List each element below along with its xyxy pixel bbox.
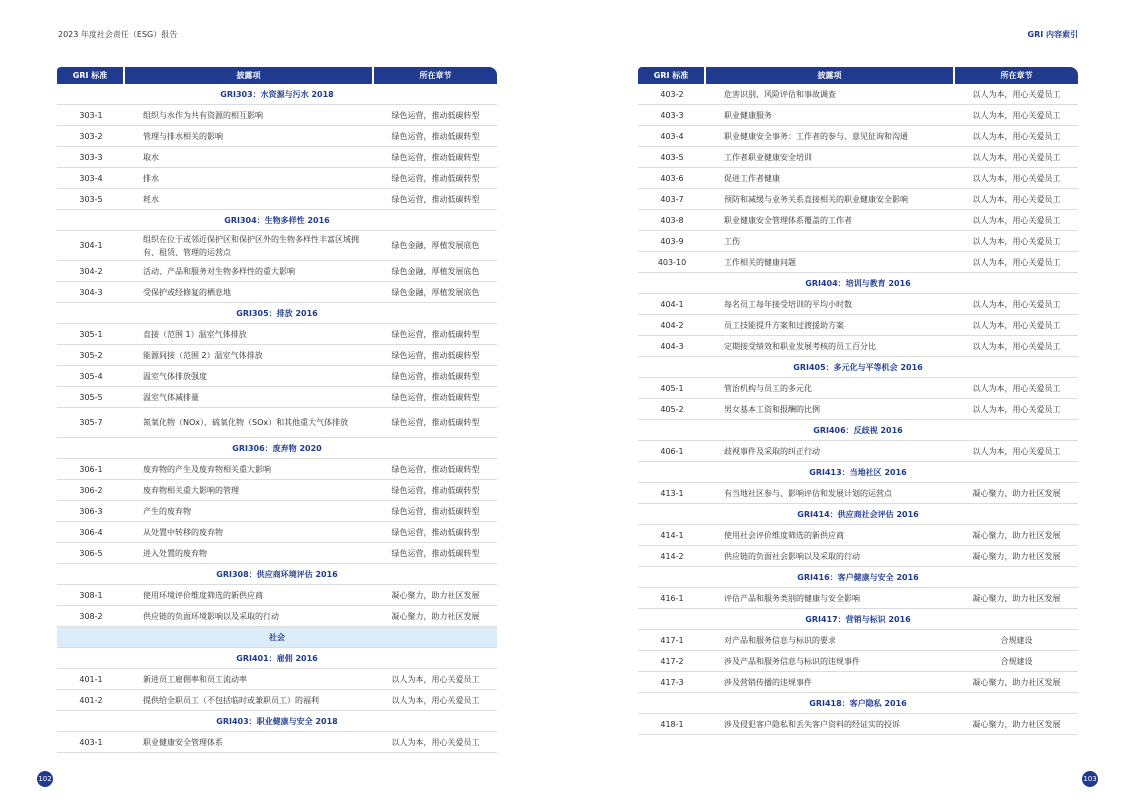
disclosure-description: 使用环境评价维度筛选的新供应商 xyxy=(143,590,263,600)
disclosure-code: 417-3 xyxy=(660,677,684,687)
section-heading: GRI417：营销与标识 2016 xyxy=(638,609,1078,630)
disclosure-code: 405-2 xyxy=(660,404,684,414)
disclosure-description: 新进员工雇佣率和员工流动率 xyxy=(143,674,247,684)
disclosure-description: 组织与水作为共有资源的相互影响 xyxy=(143,110,263,120)
table-row xyxy=(57,732,497,753)
table-row xyxy=(57,543,497,564)
disclosure-description: 废弃物的产生及废弃物相关重大影响 xyxy=(143,464,271,474)
table-row xyxy=(638,84,1078,105)
chapter-reference: 绿色运营，推动低碳转型 xyxy=(391,527,480,537)
table-body xyxy=(638,84,1078,735)
disclosure-description: 供应链的负面社会影响以及采取的行动 xyxy=(724,551,860,561)
disclosure-code: 303-1 xyxy=(79,110,103,120)
chapter-reference: 绿色金融，厚植发展底色 xyxy=(391,241,480,250)
table-row xyxy=(638,672,1078,693)
disclosure-code: 403-10 xyxy=(657,257,687,267)
disclosure-description: 职业健康安全管理体系覆盖的工作者 xyxy=(724,215,852,225)
disclosure-description: 有当地社区参与、影响评估和发展计划的运营点 xyxy=(724,488,892,498)
chapter-reference: 合规建设 xyxy=(1000,635,1033,645)
disclosure-description: 管治机构与员工的多元化 xyxy=(724,383,812,393)
table-row xyxy=(57,324,497,345)
table-row xyxy=(638,546,1078,567)
category-band: 社会 xyxy=(57,627,497,648)
table-row xyxy=(638,210,1078,231)
disclosure-description: 危害识别、风险评估和事故调查 xyxy=(724,89,836,99)
table-row xyxy=(57,282,497,303)
disclosure-description: 排水 xyxy=(143,173,159,183)
table-row xyxy=(57,366,497,387)
disclosure-description: 歧视事件及采取的纠正行动 xyxy=(724,446,820,456)
disclosure-code: 303-2 xyxy=(79,131,103,141)
disclosure-description: 工作者职业健康安全培训 xyxy=(724,152,812,162)
disclosure-description: 评估产品和服务类别的健康与安全影响 xyxy=(724,593,860,603)
disclosure-description: 涉及侵犯客户隐私和丢失客户资料的经证实的投诉 xyxy=(724,719,900,729)
chapter-reference: 以人为本，用心关爱员工 xyxy=(972,194,1061,204)
table-row xyxy=(638,588,1078,609)
disclosure-description: 提供给全职员工（不包括临时或兼职员工）的福利 xyxy=(143,695,319,705)
chapter-reference: 以人为本，用心关爱员工 xyxy=(391,695,480,705)
table-row xyxy=(57,669,497,690)
chapter-reference: 绿色运营，推动低碳转型 xyxy=(391,464,480,474)
table-row xyxy=(57,501,497,522)
chapter-reference: 以人为本，用心关爱员工 xyxy=(972,299,1061,309)
disclosure-code: 403-7 xyxy=(660,194,684,204)
disclosure-description: 职业健康服务 xyxy=(724,110,772,120)
table-row xyxy=(57,522,497,543)
disclosure-code: 403-6 xyxy=(660,173,684,183)
section-heading: GRI404：培训与教育 2016 xyxy=(638,273,1078,294)
disclosure-code: 304-1 xyxy=(79,241,103,250)
disclosure-code: 305-7 xyxy=(79,418,103,427)
table-row xyxy=(638,399,1078,420)
disclosure-description: 促进工作者健康 xyxy=(724,173,780,183)
section-heading: GRI413：当地社区 2016 xyxy=(638,462,1078,483)
chapter-reference: 绿色运营，推动低碳转型 xyxy=(391,350,480,360)
disclosure-description: 每名员工每年接受培训的平均小时数 xyxy=(724,299,852,309)
disclosure-code: 305-4 xyxy=(79,371,103,381)
gri-index-table-right xyxy=(638,67,1078,735)
disclosure-description: 供应链的负面环境影响以及采取的行动 xyxy=(143,611,279,621)
section-heading: GRI304：生物多样性 2016 xyxy=(57,210,497,231)
disclosure-code: 405-1 xyxy=(660,383,684,393)
section-heading: GRI405：多元化与平等机会 2016 xyxy=(638,357,1078,378)
disclosure-code: 303-5 xyxy=(79,194,103,204)
table-row xyxy=(638,315,1078,336)
table-row xyxy=(638,525,1078,546)
table-row xyxy=(638,231,1078,252)
table-row xyxy=(638,714,1078,735)
column-header-disclosure: 披露项 xyxy=(125,67,372,84)
chapter-reference: 以人为本，用心关爱员工 xyxy=(972,341,1061,351)
disclosure-description: 使用社会评价维度筛选的新供应商 xyxy=(724,530,844,540)
chapter-reference: 凝心聚力，助力社区发展 xyxy=(972,551,1061,561)
table-row xyxy=(638,630,1078,651)
disclosure-description: 产生的废弃物 xyxy=(143,506,191,516)
table-row xyxy=(638,168,1078,189)
table-row xyxy=(57,480,497,501)
disclosure-description: 职业健康安全管理体系 xyxy=(143,737,223,747)
chapter-reference: 以人为本，用心关爱员工 xyxy=(391,674,480,684)
section-heading: GRI306：废弃物 2020 xyxy=(57,438,497,459)
disclosure-description: 取水 xyxy=(143,152,159,162)
chapter-reference: 以人为本，用心关爱员工 xyxy=(972,383,1061,393)
table-row xyxy=(57,459,497,480)
disclosure-description: 管理与排水相关的影响 xyxy=(143,131,223,141)
table-row xyxy=(638,483,1078,504)
disclosure-code: 403-8 xyxy=(660,215,684,225)
disclosure-description: 工伤 xyxy=(724,236,740,246)
chapter-reference: 凝心聚力，助力社区发展 xyxy=(972,530,1061,540)
chapter-reference: 以人为本，用心关爱员工 xyxy=(972,236,1061,246)
disclosure-code: 416-1 xyxy=(660,593,684,603)
table-row xyxy=(57,345,497,366)
chapter-reference: 凝心聚力，助力社区发展 xyxy=(391,611,480,621)
section-heading: GRI414：供应商社会评估 2016 xyxy=(638,504,1078,525)
section-heading: GRI418：客户隐私 2016 xyxy=(638,693,1078,714)
disclosure-code: 306-1 xyxy=(79,464,103,474)
chapter-reference: 以人为本，用心关爱员工 xyxy=(972,131,1061,141)
section-heading: GRI406：反歧视 2016 xyxy=(638,420,1078,441)
table-row xyxy=(57,168,497,189)
disclosure-code: 414-2 xyxy=(660,551,684,561)
chapter-reference: 绿色金融，厚植发展底色 xyxy=(391,266,480,276)
chapter-reference: 绿色金融，厚植发展底色 xyxy=(391,287,480,297)
disclosure-description: 涉及产品和服务信息与标识的违规事件 xyxy=(724,656,860,666)
chapter-reference: 以人为本，用心关爱员工 xyxy=(972,110,1061,120)
table-header xyxy=(638,67,1078,84)
chapter-reference: 绿色运营，推动低碳转型 xyxy=(391,329,480,339)
disclosure-description: 能源间接（范围 2）温室气体排放 xyxy=(143,350,263,360)
table-body xyxy=(57,84,497,753)
disclosure-code: 404-2 xyxy=(660,320,684,330)
disclosure-code: 417-1 xyxy=(660,635,684,645)
disclosure-description: 受保护或经修复的栖息地 xyxy=(143,287,231,297)
disclosure-description: 定期接受绩效和职业发展考核的员工百分比 xyxy=(724,341,876,351)
table-row xyxy=(57,147,497,168)
disclosure-description: 员工技能提升方案和过渡援助方案 xyxy=(724,320,844,330)
disclosure-code: 306-4 xyxy=(79,527,103,537)
disclosure-description: 组织在位于或邻近保护区和保护区外的生物多样性丰富区域拥有、租赁、管理的运营点 xyxy=(143,234,359,257)
chapter-reference: 绿色运营，推动低碳转型 xyxy=(391,152,480,162)
gri-index-table-left xyxy=(57,67,497,753)
disclosure-code: 401-1 xyxy=(79,674,103,684)
disclosure-description: 温室气体排放强度 xyxy=(143,371,207,381)
section-heading: GRI416：客户健康与安全 2016 xyxy=(638,567,1078,588)
section-heading: GRI308：供应商环境评估 2016 xyxy=(57,564,497,585)
disclosure-description: 进入处置的废弃物 xyxy=(143,548,207,558)
disclosure-code: 306-3 xyxy=(79,506,103,516)
table-row xyxy=(57,408,497,438)
chapter-reference: 绿色运营，推动低碳转型 xyxy=(391,194,480,204)
table-row xyxy=(57,189,497,210)
disclosure-code: 417-2 xyxy=(660,656,684,666)
chapter-reference: 凝心聚力，助力社区发展 xyxy=(972,488,1061,498)
disclosure-code: 406-1 xyxy=(660,446,684,456)
disclosure-description: 工作相关的健康问题 xyxy=(724,257,796,267)
disclosure-description: 氮氧化物（NOx）、硫氧化物（SOx）和其他重大气体排放 xyxy=(143,418,349,427)
table-row xyxy=(638,651,1078,672)
disclosure-code: 305-5 xyxy=(79,392,103,402)
chapter-reference: 以人为本，用心关爱员工 xyxy=(972,215,1061,225)
section-heading: GRI305：排放 2016 xyxy=(57,303,497,324)
disclosure-description: 直接（范围 1）温室气体排放 xyxy=(143,329,247,339)
chapter-reference: 绿色运营，推动低碳转型 xyxy=(391,371,480,381)
disclosure-description: 温室气体减排量 xyxy=(143,392,199,402)
disclosure-description: 耗水 xyxy=(143,194,159,204)
disclosure-code: 414-1 xyxy=(660,530,684,540)
column-header-standard: GRI 标准 xyxy=(638,67,704,84)
disclosure-code: 403-4 xyxy=(660,131,684,141)
column-header-standard: GRI 标准 xyxy=(57,67,123,84)
column-header-chapter: 所在章节 xyxy=(955,67,1078,84)
chapter-reference: 凝心聚力，助力社区发展 xyxy=(972,593,1061,603)
section-heading: GRI401：雇佣 2016 xyxy=(57,648,497,669)
disclosure-description: 活动、产品和服务对生物多样性的重大影响 xyxy=(143,266,295,276)
table-header xyxy=(57,67,497,84)
disclosure-code: 403-3 xyxy=(660,110,684,120)
disclosure-description: 对产品和服务信息与标识的要求 xyxy=(724,635,836,645)
chapter-reference: 以人为本，用心关爱员工 xyxy=(972,404,1061,414)
disclosure-code: 304-2 xyxy=(79,266,103,276)
table-row xyxy=(638,378,1078,399)
section-heading: GRI403：职业健康与安全 2018 xyxy=(57,711,497,732)
table-row xyxy=(638,441,1078,462)
disclosure-code: 404-1 xyxy=(660,299,684,309)
chapter-reference: 合规建设 xyxy=(1000,656,1033,666)
chapter-reference: 以人为本，用心关爱员工 xyxy=(972,257,1061,267)
section-heading: GRI303：水资源与污水 2018 xyxy=(57,84,497,105)
disclosure-code: 303-4 xyxy=(79,173,103,183)
chapter-reference: 绿色运营，推动低碳转型 xyxy=(391,506,480,516)
disclosure-description: 废弃物相关重大影响的管理 xyxy=(143,485,239,495)
disclosure-code: 403-2 xyxy=(660,89,684,99)
disclosure-code: 304-3 xyxy=(79,287,103,297)
table-row xyxy=(57,105,497,126)
chapter-reference: 以人为本，用心关爱员工 xyxy=(972,173,1061,183)
disclosure-description: 从处置中转移的废弃物 xyxy=(143,527,223,537)
chapter-reference: 以人为本，用心关爱员工 xyxy=(972,152,1061,162)
disclosure-code: 305-2 xyxy=(79,350,103,360)
disclosure-code: 403-9 xyxy=(660,236,684,246)
column-header-disclosure: 披露项 xyxy=(706,67,953,84)
section-title: GRI 内容索引 xyxy=(1027,30,1078,39)
table-row xyxy=(57,231,497,261)
disclosure-code: 306-5 xyxy=(79,548,103,558)
disclosure-code: 303-3 xyxy=(79,152,103,162)
disclosure-code: 306-2 xyxy=(79,485,103,495)
disclosure-code: 413-1 xyxy=(660,488,684,498)
table-row xyxy=(57,585,497,606)
table-row xyxy=(638,105,1078,126)
page-number-right: 103 xyxy=(1082,771,1098,787)
chapter-reference: 凝心聚力，助力社区发展 xyxy=(972,719,1061,729)
table-row xyxy=(57,690,497,711)
chapter-reference: 绿色运营，推动低碳转型 xyxy=(391,173,480,183)
chapter-reference: 绿色运营，推动低碳转型 xyxy=(391,131,480,141)
chapter-reference: 绿色运营，推动低碳转型 xyxy=(391,548,480,558)
disclosure-description: 职业健康安全事务：工作者的参与、意见征询和沟通 xyxy=(724,131,908,141)
table-row xyxy=(57,261,497,282)
chapter-reference: 以人为本，用心关爱员工 xyxy=(391,737,480,747)
table-row xyxy=(57,126,497,147)
chapter-reference: 以人为本，用心关爱员工 xyxy=(972,320,1061,330)
table-row xyxy=(638,252,1078,273)
page-number-left: 102 xyxy=(37,771,53,787)
chapter-reference: 凝心聚力，助力社区发展 xyxy=(391,590,480,600)
chapter-reference: 以人为本，用心关爱员工 xyxy=(972,89,1061,99)
chapter-reference: 绿色运营，推动低碳转型 xyxy=(391,392,480,402)
report-title: 2023 年度社会责任（ESG）报告 xyxy=(58,30,178,39)
disclosure-description: 男女基本工资和报酬的比例 xyxy=(724,404,820,414)
column-header-chapter: 所在章节 xyxy=(374,67,497,84)
disclosure-code: 401-2 xyxy=(79,695,103,705)
chapter-reference: 绿色运营，推动低碳转型 xyxy=(391,485,480,495)
chapter-reference: 凝心聚力，助力社区发展 xyxy=(972,677,1061,687)
table-row xyxy=(638,126,1078,147)
disclosure-code: 308-1 xyxy=(79,590,103,600)
disclosure-code: 305-1 xyxy=(79,329,103,339)
disclosure-code: 418-1 xyxy=(660,719,684,729)
disclosure-description: 预防和减缓与业务关系直接相关的职业健康安全影响 xyxy=(724,194,908,204)
chapter-reference: 绿色运营，推动低碳转型 xyxy=(391,418,480,427)
disclosure-code: 403-5 xyxy=(660,152,684,162)
chapter-reference: 绿色运营，推动低碳转型 xyxy=(391,110,480,120)
table-row xyxy=(638,189,1078,210)
disclosure-code: 308-2 xyxy=(79,611,103,621)
disclosure-code: 403-1 xyxy=(79,737,103,747)
table-row xyxy=(57,606,497,627)
table-row xyxy=(638,294,1078,315)
chapter-reference: 以人为本，用心关爱员工 xyxy=(972,446,1061,456)
disclosure-code: 404-3 xyxy=(660,341,684,351)
table-row xyxy=(57,387,497,408)
table-row xyxy=(638,336,1078,357)
table-row xyxy=(638,147,1078,168)
disclosure-description: 涉及营销传播的违规事件 xyxy=(724,677,812,687)
